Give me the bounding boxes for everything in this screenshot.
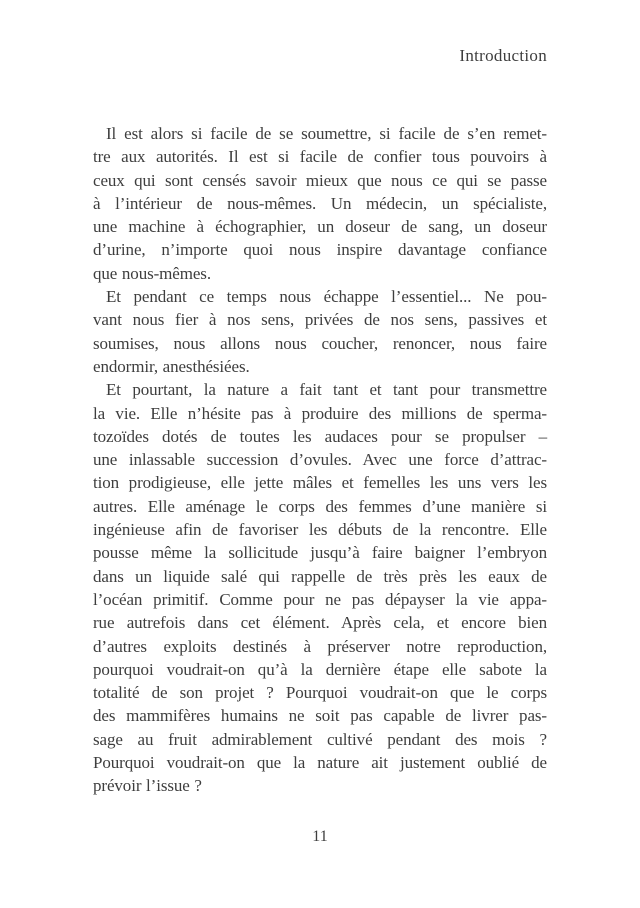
text-line: Et pourtant, la nature a fait tant et tant pour transmettre [106, 380, 547, 400]
paragraph [93, 378, 547, 797]
text-line: tre aux autorités. Il est si facile de confier tous pouvoirs à [93, 147, 547, 167]
text-line: une machine à échographier, un doseur de sang, un doseur [93, 217, 547, 237]
text-line: à l’intérieur de nous-mêmes. Un médecin, un spécialiste, [93, 193, 547, 213]
text-line: l’océan primitif. Comme pour ne pas dépayser la vie appa- [93, 589, 547, 609]
text-line: d’autres exploits destinés à préserver notre reproduction, [93, 636, 547, 656]
text-line: des mammifères humains ne soit pas capable de livrer pas- [93, 706, 547, 726]
page-number: 11 [312, 828, 328, 845]
text-line: la vie. Elle n’hésite pas à produire des millions de sperma- [93, 403, 547, 423]
text-line: tozoïdes dotés de toutes les audaces pour se propulser – [93, 426, 547, 446]
text-line: une inlassable succession d’ovules. Avec une force d’attrac- [93, 450, 547, 470]
text-line: Il est alors si facile de se soumettre, si facile de s’en remet- [106, 124, 547, 143]
text-line: Pourquoi voudrait-on que la nature ait justement oublié de [93, 753, 547, 773]
text-line: sage au fruit admirablement cultivé pendant des mois ? [93, 729, 547, 749]
text-line: tion prodigieuse, elle jette mâles et femelles les uns vers les [93, 473, 547, 493]
text-line: vant nous fier à nos sens, privées de nos sens, passives et [93, 310, 547, 330]
text-line: Et pendant ce temps nous échappe l’essentiel... Ne pou- [106, 287, 547, 307]
paragraph [93, 122, 547, 285]
text-line: rue autrefois dans cet élément. Après cela, et encore bien [93, 613, 547, 633]
text-line: ingénieuse afin de favoriser les débuts de la rencontre. Elle [93, 520, 547, 540]
text-block [93, 122, 547, 798]
text-line: que nous-mêmes. [93, 263, 211, 283]
text-line: dans un liquide salé qui rappelle de très près les eaux de [93, 566, 547, 586]
text-line: pourquoi voudrait-on qu’à la dernière étape elle sabote la [93, 659, 547, 679]
paragraph [93, 285, 547, 378]
running-head: Introduction [459, 46, 547, 65]
text-line: ceux qui sont censés savoir mieux que nous ce qui se passe [93, 170, 547, 190]
text-line: soumises, nous allons nous coucher, renoncer, nous faire [93, 333, 547, 353]
text-line: totalité de son projet ? Pourquoi voudrait-on que le corps [93, 683, 547, 703]
text-line: d’urine, n’importe quoi nous inspire davantage confiance [93, 240, 547, 260]
text-line: prévoir l’issue ? [93, 776, 202, 796]
text-line: autres. Elle aménage le corps des femmes d’une manière si [93, 496, 547, 516]
text-line: endormir, anesthésiées. [93, 356, 250, 376]
text-line: pousse même la sollicitude jusqu’à faire baigner l’embryon [93, 543, 547, 563]
